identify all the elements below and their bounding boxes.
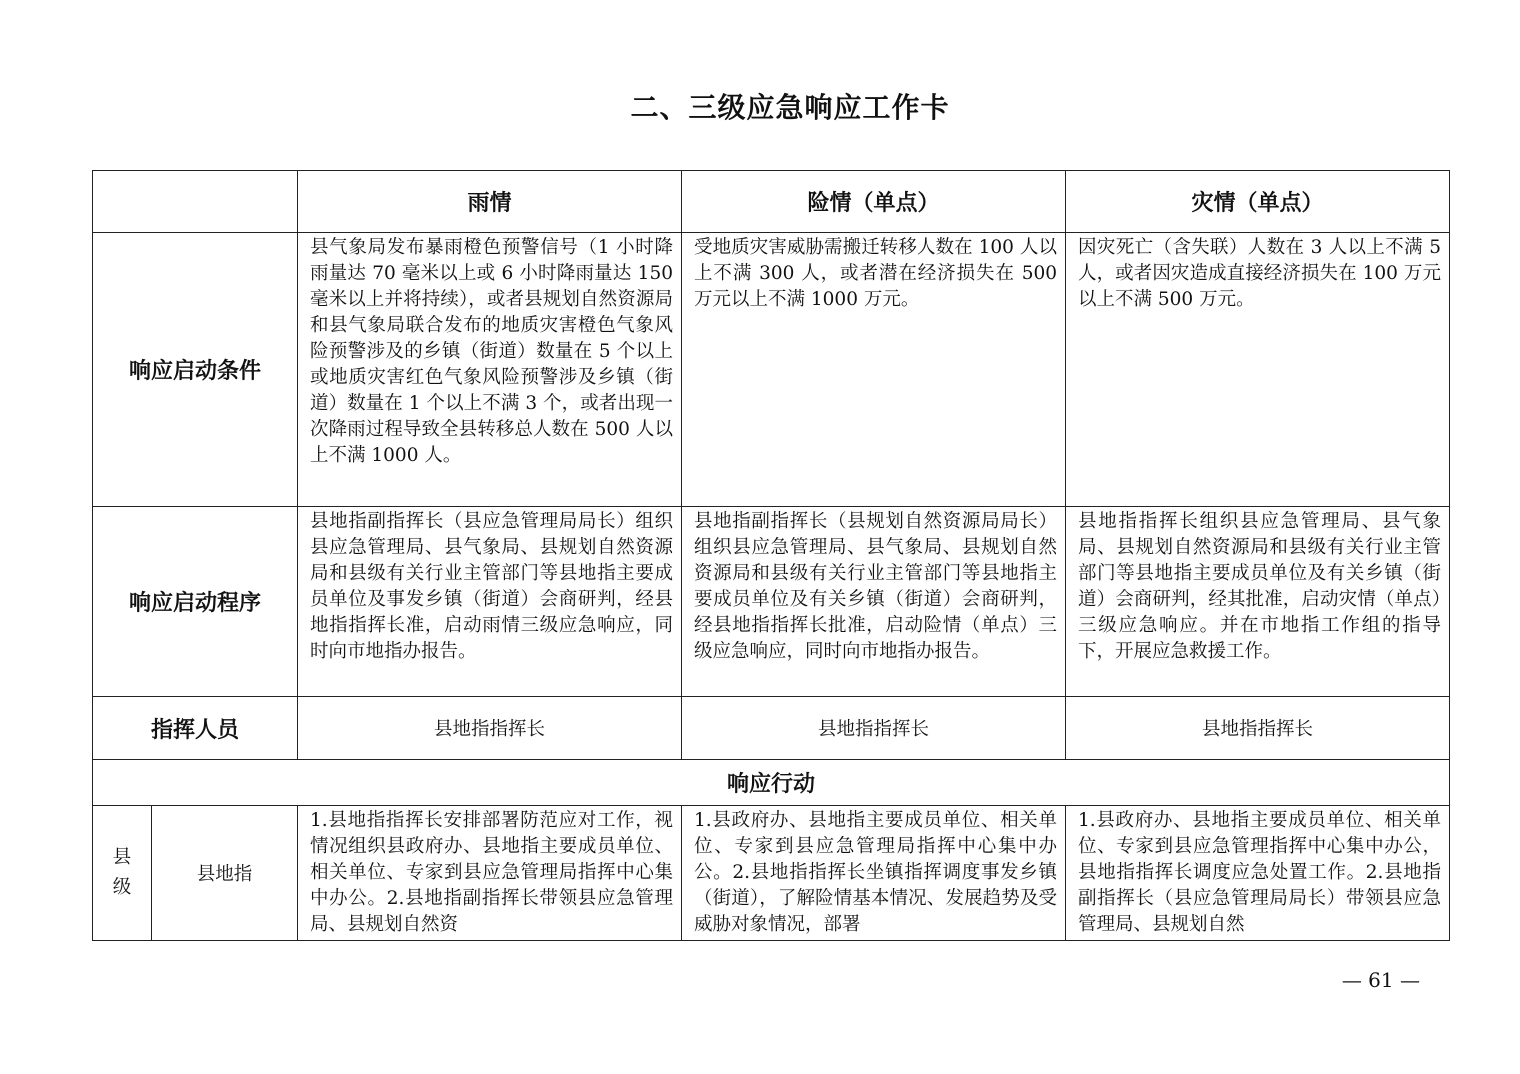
col-header-rain: 雨情 xyxy=(298,171,682,233)
row-label-conditions: 响应启动条件 xyxy=(93,233,298,507)
row-actions-header xyxy=(93,760,1450,806)
response-card-table xyxy=(92,170,1450,941)
page-number: — 61 — xyxy=(1341,968,1420,992)
cell-actions-rain: 1.县地指指挥长安排部署防范应对工作，视情况组织县政府办、县地指主要成员单位、相关单位、专家到县应急管理局指挥中心集中办公。2.县地指副指挥长带领县应急管理局、县规划自然资 xyxy=(298,806,682,941)
unit-label: 县地指 xyxy=(152,806,298,941)
cell-actions-disaster: 1.县政府办、县地指主要成员单位、相关单位、专家到县应急管理指挥中心集中办公，县地指指挥长调度应急处置工作。2.县地指副指挥长（县应急管理局局长）带领县应急管理局、县规划自然 xyxy=(1066,806,1450,941)
section-header-actions: 响应行动 xyxy=(93,760,1450,806)
level-label-county xyxy=(93,806,152,941)
cell-commander-disaster: 县地指指挥长 xyxy=(1066,697,1450,760)
cell-conditions-hazard: 受地质灾害威胁需搬迁转移人数在 100 人以上不满 300 人，或者潜在经济损失在 500 万元以上不满 1000 万元。 xyxy=(682,233,1066,507)
cell-commander-rain: 县地指指挥长 xyxy=(298,697,682,760)
cell-conditions-disaster: 因灾死亡（含失联）人数在 3 人以上不满 5 人，或者因灾造成直接经济损失在 100 万元以上不满 500 万元。 xyxy=(1066,233,1450,507)
level-char: 级 xyxy=(112,877,132,898)
row-label-procedure: 响应启动程序 xyxy=(93,507,298,697)
col-header-hazard: 险情（单点） xyxy=(682,171,1066,233)
page-title: 二、三级应急响应工作卡 xyxy=(630,91,950,124)
level-char: 县 xyxy=(112,847,132,868)
cell-conditions-rain: 县气象局发布暴雨橙色预警信号（1 小时降雨量达 70 毫米以上或 6 小时降雨量达 150 毫米以上并将持续），或者县规划自然资源局和县气象局联合发布的地质灾害橙色气象风险预警涉及的乡镇（街道）数量在 5 个以上或地质灾害红色气象风险预警涉及乡镇（街道）数量在 1 个以上不满 3 个，或者出现一次降雨过程导致全县转移总人数在 500 人以上不满 1000 人。 xyxy=(298,233,682,507)
row-commander xyxy=(93,697,1450,760)
header-row xyxy=(93,171,1450,233)
row-conditions xyxy=(93,233,1450,507)
row-actions-county xyxy=(93,806,1450,941)
row-label-commander: 指挥人员 xyxy=(93,697,298,760)
cell-procedure-rain: 县地指副指挥长（县应急管理局局长）组织县应急管理局、县气象局、县规划自然资源局和县级有关行业主管部门等县地指主要成员单位及事发乡镇（街道）会商研判，经县地指指挥长准，启动雨情三级应急响应，同时向市地指办报告。 xyxy=(298,507,682,697)
cell-procedure-disaster: 县地指指挥长组织县应急管理局、县气象局、县规划自然资源局和县级有关行业主管部门等县地指主要成员单位及有关乡镇（街道）会商研判，经其批准，启动灾情（单点）三级应急响应。并在市地指工作组的指导下，开展应急救援工作。 xyxy=(1066,507,1450,697)
cell-commander-hazard: 县地指指挥长 xyxy=(682,697,1066,760)
col-header-disaster: 灾情（单点） xyxy=(1066,171,1450,233)
row-procedure xyxy=(93,507,1450,697)
header-corner xyxy=(93,171,298,233)
cell-actions-hazard: 1.县政府办、县地指主要成员单位、相关单位、专家到县应急管理局指挥中心集中办公。2.县地指指挥长坐镇指挥调度事发乡镇（街道），了解险情基本情况、发展趋势及受威胁对象情况，部署 xyxy=(682,806,1066,941)
cell-procedure-hazard: 县地指副指挥长（县规划自然资源局局长）组织县应急管理局、县气象局、县规划自然资源局和县级有关行业主管部门等县地指主要成员单位及有关乡镇（街道）会商研判，经县地指指挥长批准，启动险情（单点）三级应急响应，同时向市地指办报告。 xyxy=(682,507,1066,697)
